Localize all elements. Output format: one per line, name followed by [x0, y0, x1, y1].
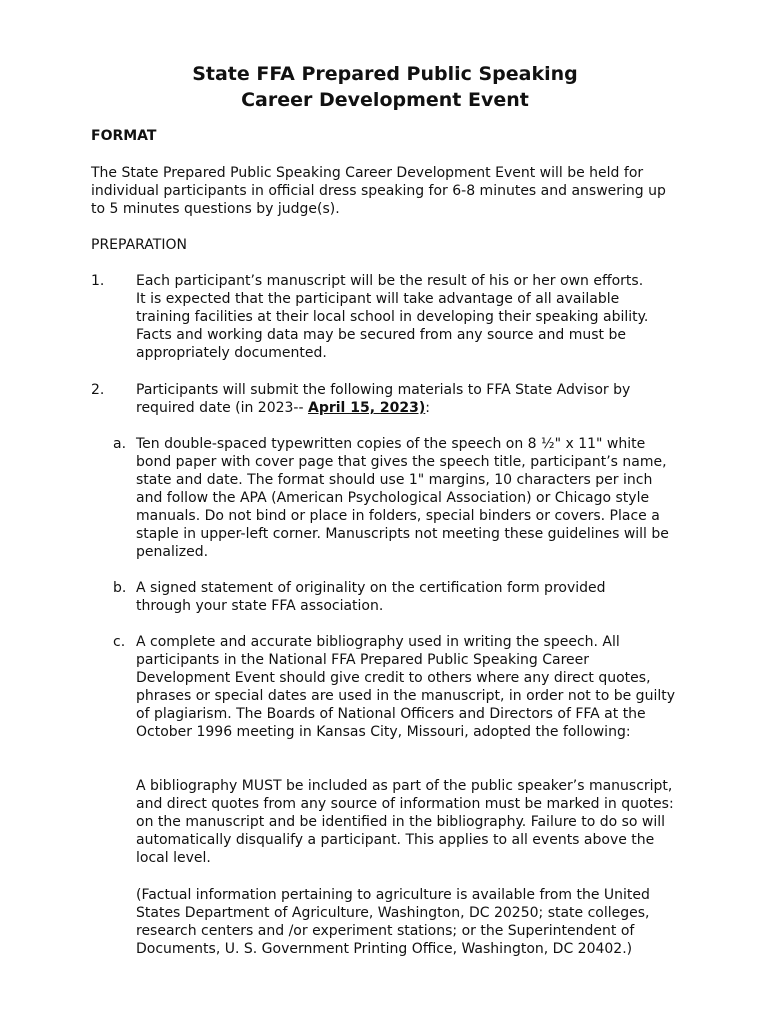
preparation-heading: PREPARATION [91, 237, 187, 253]
sub-c-letter: c. [113, 634, 126, 650]
format-heading: FORMAT [91, 128, 157, 144]
document-title [0, 61, 770, 113]
item-2-number: 2. [91, 382, 105, 398]
sub-b-text: A signed statement of originality on the certification form provided through your state FFA association. [136, 580, 606, 614]
title-line-2: Career Development Event [241, 89, 529, 111]
item-2-text-after: : [425, 400, 430, 416]
sub-c-factual: (Factual information pertaining to agriculture is available from the United States Department of Agriculture, Washington, DC 20250; state colleges, research centers and /or experiment stations; or the Superintendent of Documents, U. S. Government Printing Office, Washington, DC 20402.) [136, 887, 650, 957]
title-line-1: State FFA Prepared Public Speaking [192, 63, 578, 85]
sub-a-letter: a. [113, 436, 127, 452]
sub-c-quote: A bibliography MUST be included as part of the public speaker’s manuscript, and direct quotes from any source of information must be marked in quotes: on the manuscript and be identified in the bibliography. Failure to do so will automatically disqualify a participant. This applies to all events above the local level. [136, 778, 674, 866]
sub-c-text: A complete and accurate bibliography used in writing the speech. All participants in the National FFA Prepared Public Speaking Career Development Event should give credit to others where any direct quotes, phrases or special dates are used in the manuscript, in order not to be guilty of plagiarism. The Boards of National Officers and Directors of FFA at the October 1996 meeting in Kansas City, Missouri, adopted the following: [136, 634, 675, 740]
format-body: The State Prepared Public Speaking Career Development Event will be held for individual participants in official dress speaking for 6-8 minutes and answering up to 5 minutes questions by judge(s). [91, 165, 666, 217]
item-1-number: 1. [91, 273, 105, 289]
sub-b-letter: b. [113, 580, 127, 596]
item-1-text: Each participant’s manuscript will be the result of his or her own efforts. It is expected that the participant will take advantage of all available training facilities at their local school in developing their speaking ability. Facts and working data may be secured from any source and must be appropriately documented. [136, 273, 649, 361]
submission-date: April 15, 2023) [308, 400, 426, 416]
sub-a-text: Ten double-spaced typewritten copies of the speech on 8 ½" x 11" white bond paper with cover page that gives the speech title, participant’s name, state and date. The format should use 1" margins, 10 characters per inch and follow the APA (American Psychological Association) or Chicago style manuals. Do not bind or place in folders, special binders or covers. Place a staple in upper-left corner. Manuscripts not meeting these guidelines will be penalized. [136, 436, 669, 560]
item-2-text-before: Participants will submit the following materials to FFA State Advisor by required date (in 2023-- [136, 382, 631, 416]
item-2-text [136, 381, 656, 417]
